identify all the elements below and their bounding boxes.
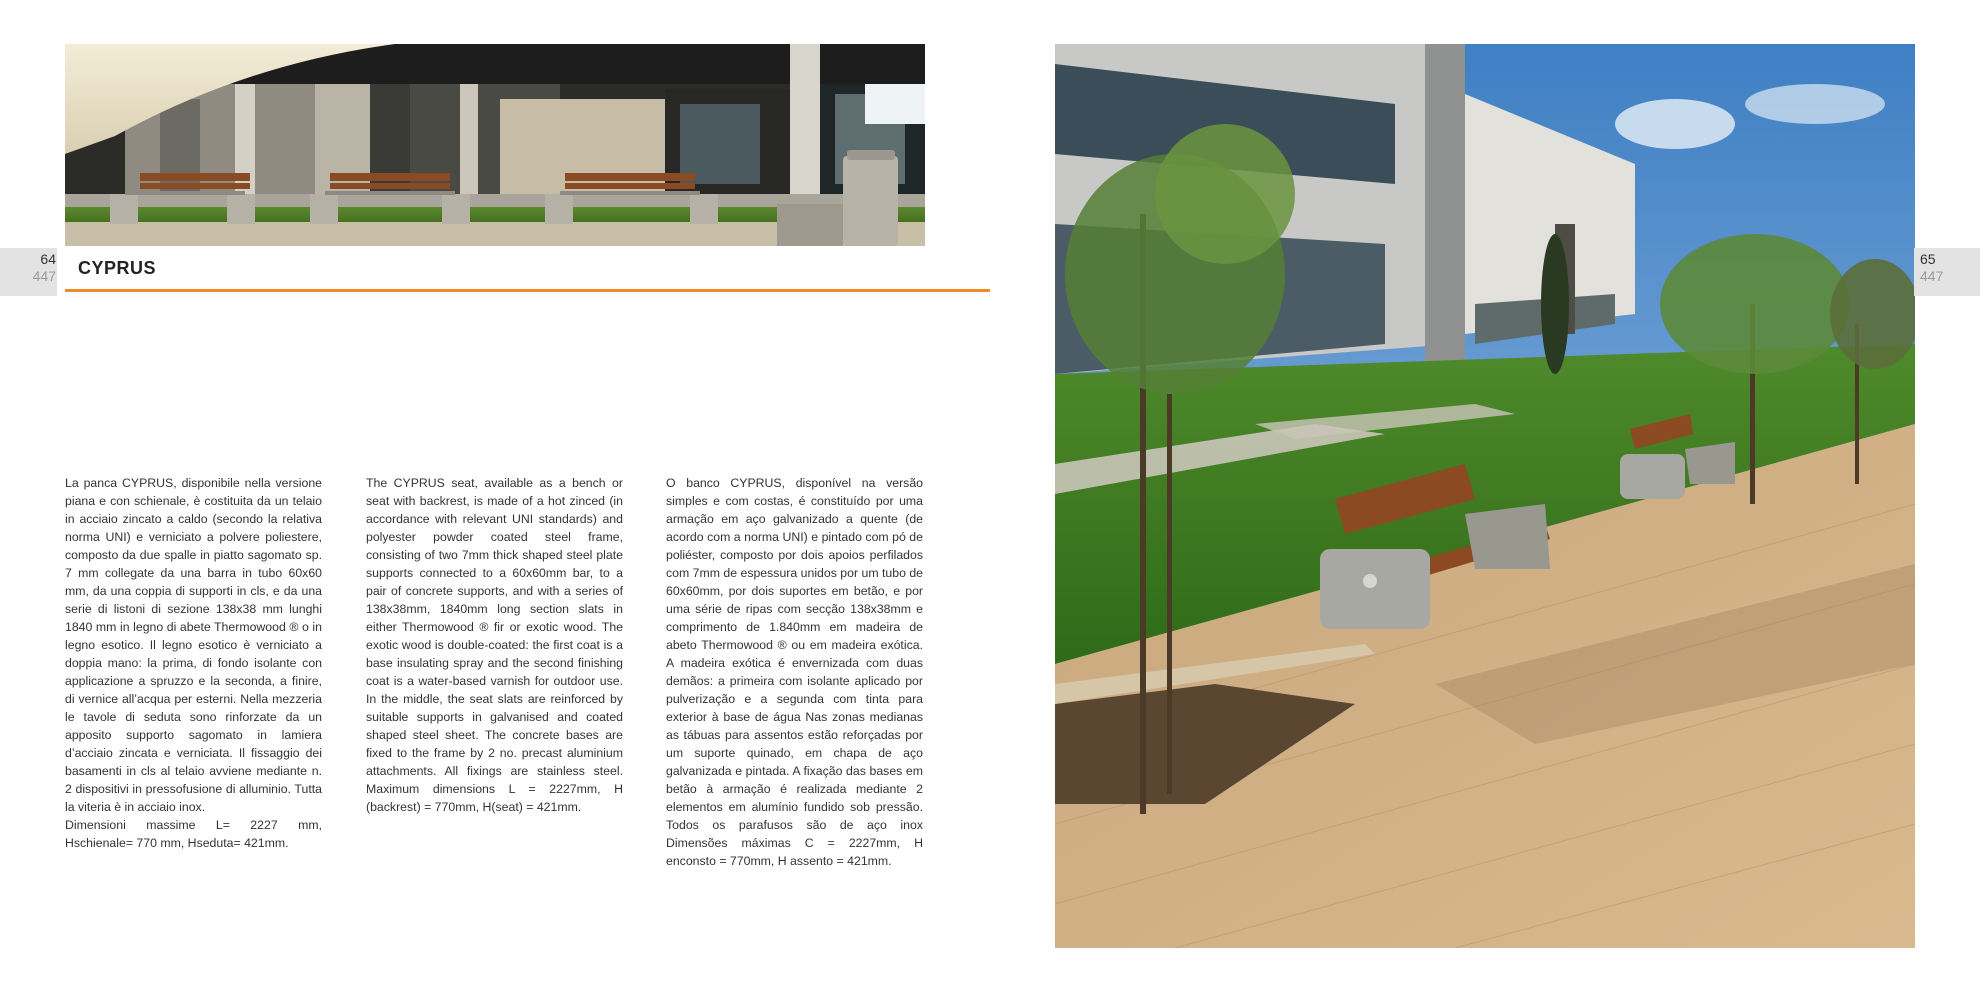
product-title: CYPRUS: [78, 258, 157, 278]
page-number: 65: [1920, 251, 1936, 267]
top-photo: [65, 44, 925, 246]
description-italian: La panca CYPRUS, disponibile nella versione piana e con schienale, è costituita da un telaio in acciaio zincato a caldo (secondo la relativa norma UNI) e verniciato a polvere poliestere, composto da due spalle in piatto sagomato sp. 7 mm collegate da una barra in tubo 60x60 mm, da una coppia di supporti in cls, e da una serie di listoni di sezione 138x38 mm lunghi 1840 mm in legno di abete Thermowood ® o in legno esotico. Il legno esotico è verniciato a doppia mano: la prima, di fondo isolante con applicazione a spruzzo e la seconda, a finire, di vernice all’acqua per esterni. Nella mezzeria le tavole di seduta sono rinforzate da un apposito supporto sagomato in lamiera d’acciaio zincata e verniciata. Il fissaggio dei basamenti in cls al telaio avviene mediante n. 2 dispositivi in pressofusione di alluminio. Tutta la viteria è in acciaio inox. Dimensioni massime L= 2227 mm, Hschienale= 770 mm, Hseduta= 421mm.: [65, 476, 322, 850]
title-rule-divider: [65, 289, 990, 292]
right-photo-illustration: [1055, 44, 1915, 948]
catalog-page-number: 447: [1920, 268, 1944, 284]
top-photo-illustration: [65, 44, 925, 246]
page-number-tab-right: [1914, 248, 1980, 296]
right-photo: [1055, 44, 1915, 948]
page-number-tab-left: [0, 248, 57, 296]
page-number: 64: [40, 251, 56, 267]
description-english: The CYPRUS seat, available as a bench or seat with backrest, is made of a hot zinced (in accordance with relevant UNI standards) and polyester powder coated steel frame, consisting of two 7mm thick shaped steel plate supports connected to a 60x60mm bar, to a pair of concrete supports, and with a series of 138x38mm, 1840mm long section slats in either Thermowood ® fir or exotic wood. The exotic wood is double-coated: the first coat is a base insulating spray and the second finishing coat is a water-based varnish for outdoor use. In the middle, the seat slats are reinforced by suitable supports in galvanised and coated shaped steel sheet. The concrete bases are fixed to the frame by 2 no. precast aluminium attachments. All fixings are stainless steel. Maximum dimensions L = 2227mm, H (backrest) = 770mm, H(seat) = 421mm.: [366, 476, 623, 814]
catalog-page-number: 447: [32, 268, 56, 284]
description-portuguese: O banco CYPRUS, disponível na versão simples e com costas, é constituído por uma armação em aço galvanizado a quente (de acordo com a norma UNI) e pintado com pó de poliéster, composto por dois apoios perfilados com 7mm de espessura unidos por um tubo de 60x60mm, por dois suportes em betão, e por uma série de ripas com secção 138x38mm e comprimento de 1.840mm em madeira de abeto Thermowood ® ou em madeira exótica. A madeira exótica é envernizada com duas demãos: a primeira com isolante aplicado por pulverização e a segunda com tinta para exterior à base de água Nas zonas medianas as tábuas para assentos estão reforçadas por um suporte quinado, em chapa de aço galvanizada e pintada. A fixação das bases em betão à armação é realizada mediante 2 elementos em alumínio fundido sob pressão. Todos os parafusos são de aço inox Dimensões máximas C = 2227mm, H enconsto = 770mm, H assento = 421mm.: [666, 476, 924, 868]
